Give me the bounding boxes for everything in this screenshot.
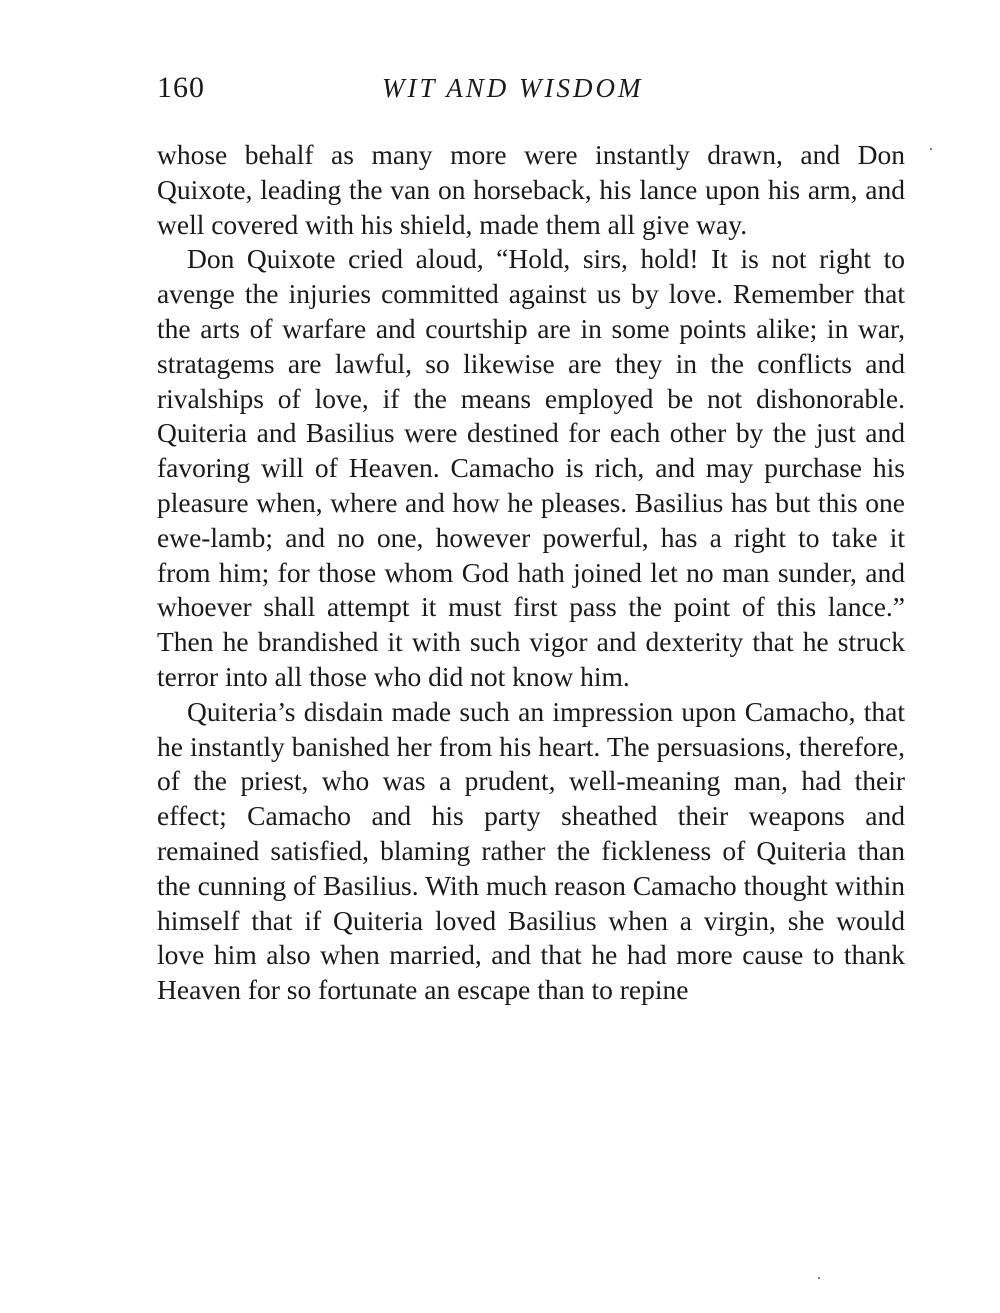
page-number: 160: [157, 71, 205, 104]
paragraph-1: whose behalf as many more were instantly drawn, and Don Quixote, leading the van on horseback, his lance upon his arm, and well covered with his shield, made them all give way.: [157, 139, 905, 240]
paragraph-2: Don Quixote cried aloud, “Hold, sirs, hold! It is not right to avenge the injuries committed against us by love. Remember that the arts of warfare and courtship are in some points alike; in war, stratagems are lawful, so likewise are they in the conflicts and rivalships of love, if the means employed be not dishonorable. Quiteria and Basilius were destined for each other by the just and favoring will of Heaven. Camacho is rich, and may purchase his pleasure when, where and how he pleases. Basilius has but this one ewe-lamb; and no one, however powerful, has a right to take it from him; for those whom God hath joined let no man sunder, and whoever shall attempt it must first pass the point of this lance.” Then he brandished it with such vigor and dexterity that he struck terror into all those who did not know him.: [157, 243, 905, 692]
paragraph-3: Quiteria’s disdain made such an impression upon Camacho, that he instantly banished her from his heart. The persuasions, therefore, of the priest, who was a prudent, well-meaning man, had their effect; Camacho and his party sheathed their weapons and remained satisfied, blaming rather the fickleness of Quiteria than the cunning of Basilius. With much reason Camacho thought within himself that if Quiteria loved Basilius when a virgin, she would love him also when married, and that he had more cause to thank Heaven for so fortunate an escape than to repine: [157, 695, 905, 1006]
print-speck: [930, 148, 932, 150]
body-text: [157, 138, 905, 1008]
print-speck: [818, 1277, 820, 1279]
running-title: WIT AND WISDOM: [382, 73, 644, 103]
running-head: [157, 68, 905, 108]
